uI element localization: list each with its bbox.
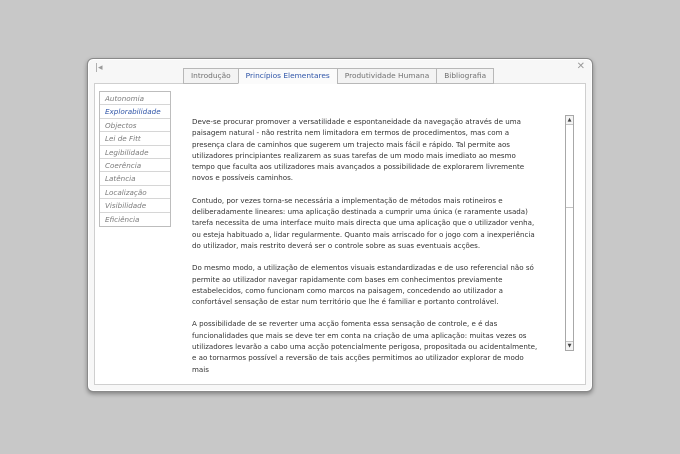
sidebar-item-localizacao[interactable]: Localização xyxy=(100,186,170,199)
tab-produtividade-humana[interactable]: Produtividade Humana xyxy=(337,68,437,84)
sidebar-item-coerencia[interactable]: Coerência xyxy=(100,159,170,172)
skip-back-icon[interactable]: |◂ xyxy=(95,63,103,73)
close-icon[interactable]: ✕ xyxy=(576,61,585,72)
arrow-up-icon[interactable]: ▲ xyxy=(567,117,572,123)
sidebar-menu xyxy=(99,91,171,227)
paragraph: Contudo, por vezes torna-se necessária a implementação de métodos mais rotineiros e deliberadamente lineares: uma aplicação destinada a cumprir uma única (e raramente usada) tarefa necessita de uma interface muito mais directa que uma aplicação que o utilizador venha, ou esteja habituado a, lidar regularmente. Quanto mais arriscado for o jogo com a inexperiência do utilizador, mais restrito deverá ser o controle sobre as suas eventuais acções. xyxy=(192,195,535,250)
sidebar-item-objectos[interactable]: Objectos xyxy=(100,119,170,132)
paragraph: Deve-se procurar promover a versatilidade e espontaneidade da navegação através de uma paisagem natural - não restrita nem limitadora em termos de procedimentos, mas com a presença clara de caminhos que sugerem um trajecto mais fácil e rápido. Tal permite aos utilizadores principiantes realizarem as suas tarefas de um modo mais imediato ao mesmo tempo que faculta aos utilizadores mais avançados a possibilidade de explorarem livremente novos e possíveis caminhos. xyxy=(192,117,525,183)
tab-bar xyxy=(183,68,493,84)
dialog-window xyxy=(87,58,593,392)
sidebar-item-eficiencia[interactable]: Eficiência xyxy=(105,214,140,224)
sidebar-item-visibilidade[interactable]: Visibilidade xyxy=(100,199,170,212)
article-text xyxy=(192,116,538,374)
tab-introducao[interactable]: Introdução xyxy=(183,68,239,84)
sidebar-item-legibilidade[interactable]: Legibilidade xyxy=(100,146,170,159)
tab-bibliografia[interactable]: Bibliografia xyxy=(436,68,494,84)
paragraph: A possibilidade de se reverter uma acção fomenta essa sensação de controle, e é das funcionalidades que mais se deve ter em conta na criação de uma aplicação: muitas vezes os utilizadores levarão a cabo uma acção potencialmente perigosa, propositada ou acidentalmente, e ao tornarmos possível a reversão de tais acções permitimos ao utilizador explorar de modo mais xyxy=(192,319,538,374)
sidebar-item-lei-de-fitt[interactable]: Lei de Fitt xyxy=(100,132,170,145)
sidebar-item-autonomia[interactable]: Autonomia xyxy=(100,92,170,105)
sidebar-item-explorabilidade[interactable]: Explorabilidade xyxy=(100,105,170,118)
scrollbar-thumb[interactable] xyxy=(566,125,573,208)
tab-principios-elementares[interactable]: Princípios Elementares xyxy=(238,68,338,84)
vertical-scrollbar[interactable] xyxy=(565,115,574,351)
sidebar-item-latencia[interactable]: Latência xyxy=(100,172,170,185)
arrow-down-icon[interactable]: ▼ xyxy=(567,343,572,349)
paragraph: Do mesmo modo, a utilização de elementos visuais estandardizadas e de uso referencial não só permite ao utilizador navegar rapidamente com bases em conhecimentos previamente estabelecidos, como funcionam como marcos na paisagem, concedendo ao utilizador a confortável sensação de estar num território que lhe é familiar e portanto controlável. xyxy=(192,263,534,307)
